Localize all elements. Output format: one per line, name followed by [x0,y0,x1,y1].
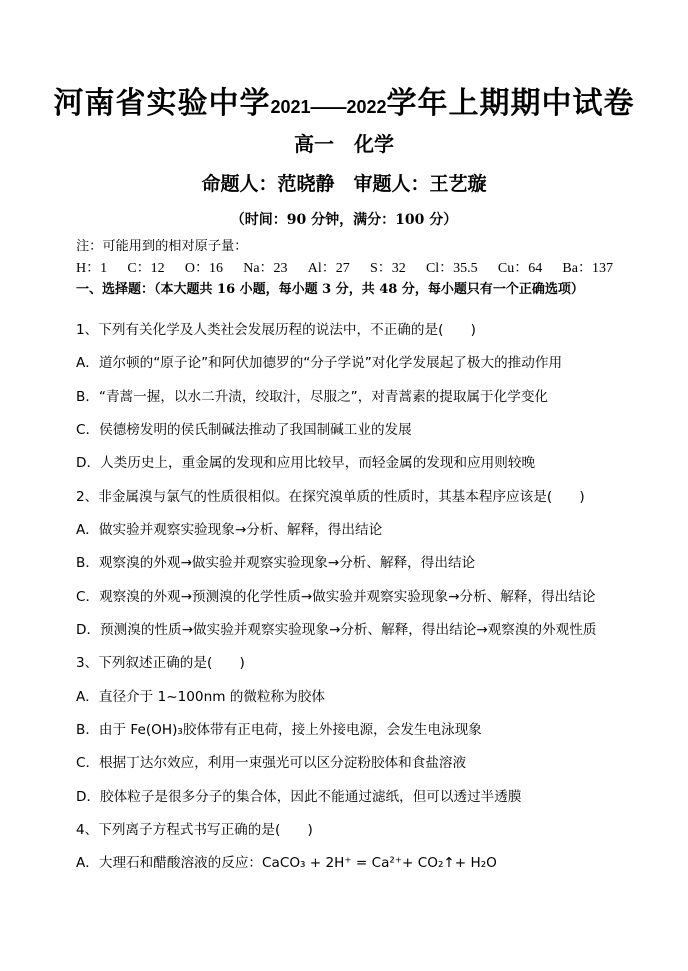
atomic-mass-item: O：16 [184,261,223,276]
atomic-mass-list [76,257,613,277]
question-option: C．根据丁达尔效应，利用一束强光可以区分淀粉胶体和食盐溶液 [76,755,467,771]
title-school: 河南省实验中学 [53,86,271,121]
question-option: B．“青蒿一握，以水二升渍，绞取汁，尽服之”，对青蒿素的提取属于化学变化 [76,389,549,405]
question-option: B．由于 Fe(OH)₃胶体带有正电荷，接上外接电源，会发生电泳现象 [76,722,482,738]
question-option: D．预测溴的性质→做实验并观察实验现象→分析、解释，得出结论→观察溴的外观性质 [76,622,597,638]
question-stem: 3、下列叙述正确的是( ) [76,655,245,671]
exam-subtitle: 高一 化学 [294,132,394,156]
atomic-mass-item: H：1 [76,261,108,276]
question-option: D．胶体粒子是很多分子的集合体，因此不能通过滤纸，但可以透过半透膜 [76,789,522,805]
question-option: C．观察溴的外观→预测溴的化学性质→做实验并观察实验现象→分析、解释，得出结论 [76,589,596,605]
atomic-mass-item: Cu：64 [497,261,543,276]
section-heading: 一、选择题：（本大题共 16 小题，每小题 3 分，共 48 分，每小题只有一个正确选项） [76,282,584,297]
exam-time-info: （时间：90 分钟，满分：100 分） [230,212,458,228]
question-stem: 4、下列离子方程式书写正确的是( ) [76,822,313,838]
atomic-mass-item: Na：23 [243,261,288,276]
question-option: B．观察溴的外观→做实验并观察实验现象→分析、解释，得出结论 [76,555,476,571]
atomic-mass-item: Ba：137 [562,261,613,276]
atomic-mass-note: 注：可能用到的相对原子量： [76,239,248,254]
question-stem: 1、下列有关化学及人类社会发展历程的说法中，不正确的是( ) [76,322,476,338]
title-years: 2021——2022 [270,97,387,117]
atomic-mass-item: C：12 [127,261,165,276]
atomic-mass-item: Al：27 [307,261,350,276]
atomic-mass-item: Cl：35.5 [425,261,478,276]
question-option: D．人类历史上，重金属的发现和应用比较早，而轻金属的发现和应用则较晚 [76,455,536,471]
question-option: A．做实验并观察实验现象→分析、解释，得出结论 [76,522,383,538]
question-option: A．直径介于 1~100nm 的微粒称为胶体 [76,689,325,705]
exam-title [0,78,688,122]
title-term: 学年上期期中试卷 [386,86,635,121]
atomic-mass-item: S：32 [369,261,406,276]
question-option: A．道尔顿的“原子论”和阿伏加德罗的“分子学说”对化学发展起了极大的推动作用 [76,355,563,371]
exam-authors: 命题人：范晓静 审题人：王艺璇 [201,173,487,195]
question-option: A．大理石和醋酸溶液的反应：CaCO₃ + 2H⁺ = Ca²⁺+ CO₂↑+ H₂O [76,855,497,871]
question-option: C．侯德榜发明的侯氏制碱法推动了我国制碱工业的发展 [76,422,412,438]
question-stem: 2、非金属溴与氯气的性质很相似。在探究溴单质的性质时，其基本程序应该是( ) [76,489,585,505]
